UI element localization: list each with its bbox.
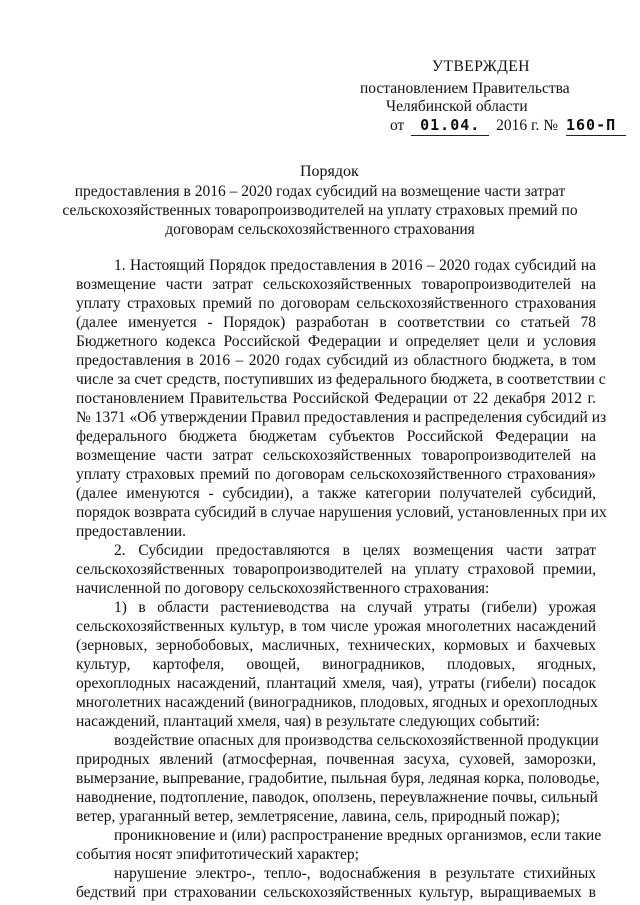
approval-title: УТВЕРЖДЕН	[432, 58, 530, 75]
body-line: ветер, ураганный ветер, землетрясение, лавина, сель, природный пожар);	[76, 808, 561, 825]
approval-number	[566, 116, 626, 136]
body-line: нарушение электро-, тепло-, водоснабжения в результате стихийных	[114, 865, 596, 882]
body-line: федерального бюджета бюджетам субъектов Российской Федерации на	[76, 428, 596, 445]
body-line: (далее именуется - Порядок) разработан в соответствии со статьей 78	[76, 314, 596, 331]
body-line: насаждений, плантаций хмеля, чая) в результате следующих событий:	[76, 713, 540, 730]
body-line: (далее именуются - субсидии), а также категории получателей субсидий,	[76, 485, 596, 502]
approval-line-1: постановлением Правительства	[360, 80, 570, 97]
year-text: 2016 г. №	[496, 117, 559, 134]
body-line: (зерновых, зернобобовых, масличных, технических, кормовых и бахчевых	[76, 637, 596, 654]
body-line: воздействие опасных для производства сельскохозяйственной продукции	[114, 732, 599, 749]
body-line: постановлением Правительства Российской Федерации от 22 декабря 2012 г.	[76, 390, 596, 407]
body-line: события носят эпифитотический характер;	[76, 846, 359, 863]
body-line: вымерзание, выпревание, градобитие, пыльная буря, ледяная корка, половодье,	[76, 770, 600, 787]
body-line: проникновение и (или) распространение вредных организмов, если такие	[114, 827, 602, 844]
body-line: начисленной по договору сельскохозяйственного страхования:	[76, 580, 490, 597]
body-line: природных явлений (атмосферная, почвенная засуха, суховей, заморозки,	[76, 751, 596, 768]
body-line: № 1371 «Об утверждении Правил предоставления и распределения субсидий из	[76, 409, 607, 426]
approval-line-2: Челябинской области	[386, 98, 528, 115]
subtitle-line: предоставления в 2016 – 2020 годах субсидий на возмещение части затрат	[74, 183, 566, 200]
body-line: 2. Субсидии предоставляются в целях возмещения части затрат	[114, 542, 596, 559]
body-line: предоставления в 2016 – 2020 годах субсидий из областного бюджета, в том	[76, 352, 596, 369]
handwritten-number: 160-П	[565, 116, 617, 134]
handwritten-date: 01.04.	[420, 116, 481, 134]
subtitle-line: сельскохозяйственных товаропроизводителей на уплату страховых премий по	[62, 202, 578, 219]
body-line: числе за счет средств, поступивших из федерального бюджета, в соответствии с	[76, 371, 606, 388]
body-line: многолетних насаждений (виноградников, плодовых, ягодных и орехоплодных	[76, 694, 598, 711]
body-line: порядок возврата субсидий в случае нарушения условий, установленных при их	[76, 504, 607, 521]
body-line: 1) в области растениеводства на случай утраты (гибели) урожая	[114, 599, 596, 616]
body-line: уплату страховых премий по договорам сельскохозяйственного страхования»	[76, 466, 596, 483]
approval-date-line	[390, 116, 626, 136]
body-line: Бюджетного кодекса Российской Федерации и определяет цели и условия	[76, 333, 596, 350]
document-title: Порядок	[300, 163, 359, 180]
body-line: культур, картофеля, овощей, виноградников, плодовых, ягодных,	[76, 656, 596, 673]
subtitle-line: договорам сельскохозяйственного страхования	[165, 221, 475, 238]
body-line: сельскохозяйственных товаропроизводителей на уплату страховой премии,	[76, 561, 596, 578]
from-label: от	[390, 117, 405, 134]
body-line: возмещение части затрат сельскохозяйственных товаропроизводителей на	[76, 447, 596, 464]
approval-date	[411, 116, 489, 136]
body-line: предоставлении.	[76, 523, 186, 540]
body-line: возмещение части затрат сельскохозяйственных товаропроизводителей на	[76, 276, 596, 293]
body-line: сельскохозяйственных культур, в том числе урожая многолетних насаждений	[76, 618, 596, 635]
body-line: бедствий при страховании сельскохозяйственных культур, выращиваемых в	[76, 884, 596, 901]
body-line: наводнение, подтопление, паводок, оползень, переувлажнение почвы, сильный	[76, 789, 598, 806]
body-line: уплату страховых премий по договорам сельскохозяйственного страхования	[76, 295, 596, 312]
body-line: орехоплодных насаждений, плантаций хмеля, чая), утраты (гибели) посадок	[76, 675, 596, 692]
body-line: 1. Настоящий Порядок предоставления в 2016 – 2020 годах субсидий на	[114, 257, 596, 274]
